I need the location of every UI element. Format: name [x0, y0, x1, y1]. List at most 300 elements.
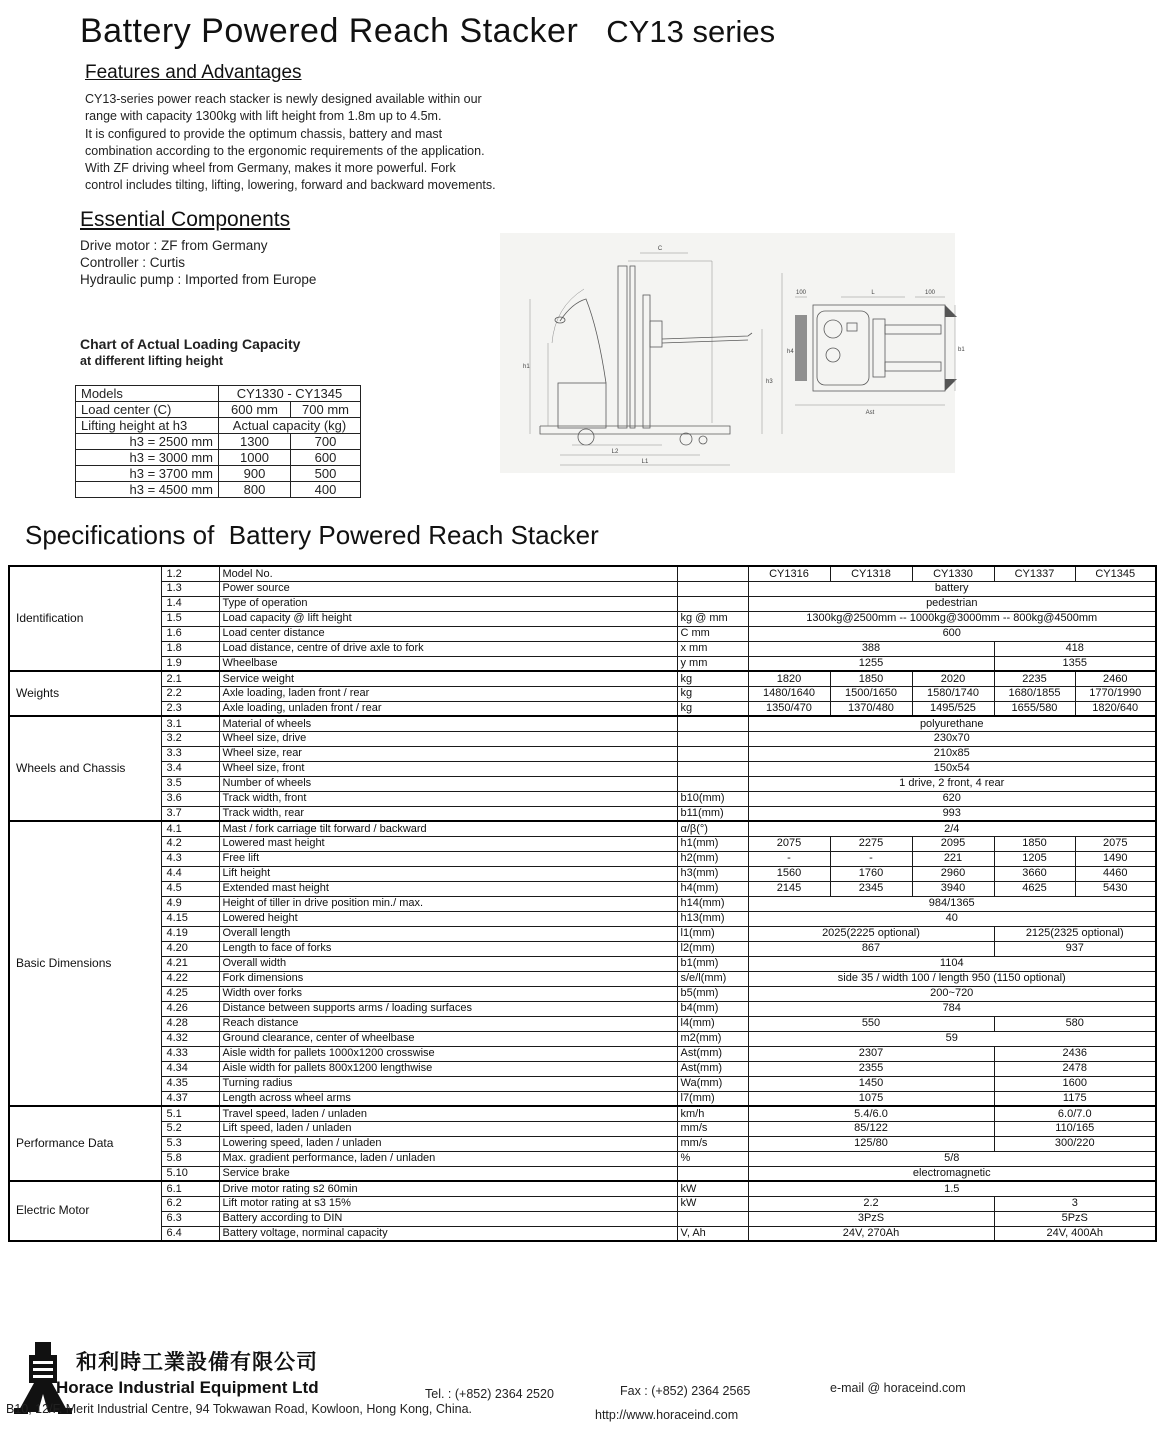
spec-row	[9, 836, 1156, 851]
spec-row-number: 2.1	[161, 671, 219, 686]
spec-value-cell: 24V, 400Ah	[994, 1226, 1156, 1241]
spec-value-cell: 1370/480	[830, 701, 912, 716]
spec-row	[9, 806, 1156, 821]
spec-row	[9, 896, 1156, 911]
spec-row	[9, 581, 1156, 596]
spec-row-label: Aisle width for pallets 1000x1200 crosswise	[219, 1046, 677, 1061]
spec-value-cell: 1450	[748, 1076, 994, 1091]
features-heading: Features and Advantages	[85, 62, 302, 83]
spec-row-label: Turning radius	[219, 1076, 677, 1091]
spec-value-cell: 1600	[994, 1076, 1156, 1091]
spec-value-cell: 784	[748, 1001, 1156, 1016]
dim-label-100-right: 100	[924, 290, 936, 296]
spec-row-label: Lowering speed, laden / unladen	[219, 1136, 677, 1151]
spec-row-unit	[677, 566, 748, 581]
spec-value-cell: 2075	[1075, 836, 1156, 851]
spec-row	[9, 1151, 1156, 1166]
spec-value-cell: 1500/1650	[830, 686, 912, 701]
spec-row	[9, 656, 1156, 671]
spec-value-cell: 24V, 270Ah	[748, 1226, 994, 1241]
spec-value-cell: 1255	[748, 656, 994, 671]
spec-value-cell: 3	[994, 1196, 1156, 1211]
spec-row-label: Fork dimensions	[219, 971, 677, 986]
spec-row-label: Length across wheel arms	[219, 1091, 677, 1106]
h3-row-label: h3 = 2500 mm	[76, 434, 219, 450]
spec-value-cell: 1 drive, 2 front, 4 rear	[748, 776, 1156, 791]
loading-chart-heading-block	[80, 336, 300, 368]
spec-row-label: Battery voltage, norminal capacity	[219, 1226, 677, 1241]
spec-value-cell: 993	[748, 806, 1156, 821]
spec-row-number: 6.1	[161, 1181, 219, 1196]
spec-value-cell: 6.0/7.0	[994, 1106, 1156, 1121]
spec-row-unit: b1(mm)	[677, 956, 748, 971]
spec-value-cell: CY1337	[994, 566, 1075, 581]
spec-row-unit	[677, 746, 748, 761]
spec-row-unit: l2(mm)	[677, 941, 748, 956]
spec-value-cell: 85/122	[748, 1121, 994, 1136]
section-label: Electric Motor	[9, 1181, 161, 1241]
spec-row-number: 4.20	[161, 941, 219, 956]
spec-value-cell: side 35 / width 100 / length 950 (1150 optional)	[748, 971, 1156, 986]
features-section	[85, 62, 565, 195]
spec-value-cell: 59	[748, 1031, 1156, 1046]
spec-row-unit: kg	[677, 686, 748, 701]
spec-value-cell: 221	[912, 851, 994, 866]
spec-row-label: Length to face of forks	[219, 941, 677, 956]
spec-value-cell: 2355	[748, 1061, 994, 1076]
capacity-700: 700	[291, 434, 361, 450]
spec-value-cell: 5PzS	[994, 1211, 1156, 1226]
spec-value-cell: 210x85	[748, 746, 1156, 761]
spec-value-cell: 2095	[912, 836, 994, 851]
spec-row-label: Service weight	[219, 671, 677, 686]
email: e-mail @ horaceind.com	[830, 1381, 966, 1395]
spec-row	[9, 926, 1156, 941]
dim-label-l2: L2	[611, 449, 619, 455]
technical-drawing	[500, 233, 965, 473]
spec-value-cell: 1104	[748, 956, 1156, 971]
spec-row	[9, 1181, 1156, 1196]
h3-row-label: h3 = 4500 mm	[76, 482, 219, 498]
spec-value-cell: 2307	[748, 1046, 994, 1061]
spec-row-unit	[677, 1211, 748, 1226]
spec-row-label: Free lift	[219, 851, 677, 866]
spec-row	[9, 611, 1156, 626]
spec-row-unit: kg @ mm	[677, 611, 748, 626]
spec-row-label: Drive motor rating s2 60min	[219, 1181, 677, 1196]
spec-row-number: 5.1	[161, 1106, 219, 1121]
spec-table-body	[9, 566, 1156, 1241]
spec-row-number: 6.4	[161, 1226, 219, 1241]
dim-label-b1: b1	[958, 347, 965, 353]
spec-value-cell: -	[748, 851, 830, 866]
spec-row-label: Wheel size, rear	[219, 746, 677, 761]
spec-row-unit: mm/s	[677, 1136, 748, 1151]
spec-row-unit	[677, 716, 748, 731]
spec-row-label: Wheelbase	[219, 656, 677, 671]
spec-value-cell: 580	[994, 1016, 1156, 1031]
spec-value-cell: CY1330	[912, 566, 994, 581]
spec-value-cell: 2345	[830, 881, 912, 896]
spec-value-cell: 867	[748, 941, 994, 956]
company-name-english: Horace Industrial Equipment Ltd	[56, 1378, 319, 1397]
spec-row-label: Load center distance	[219, 626, 677, 641]
spec-row-label: Battery according to DIN	[219, 1211, 677, 1226]
components-heading: Essential Components	[80, 208, 291, 231]
spec-row-number: 4.35	[161, 1076, 219, 1091]
spec-row-number: 3.6	[161, 791, 219, 806]
spec-row-unit: α/β(°)	[677, 821, 748, 836]
spec-row-number: 1.8	[161, 641, 219, 656]
spec-value-cell: 1495/525	[912, 701, 994, 716]
spec-row-number: 1.5	[161, 611, 219, 626]
spec-row-unit: h4(mm)	[677, 881, 748, 896]
spec-value-cell: 600	[748, 626, 1156, 641]
spec-value-cell: electromagnetic	[748, 1166, 1156, 1181]
dim-label-c: C	[657, 246, 663, 252]
spec-row-unit: km/h	[677, 1106, 748, 1121]
spec-row	[9, 626, 1156, 641]
spec-value-cell: 2275	[830, 836, 912, 851]
spec-row	[9, 1136, 1156, 1151]
spec-row-label: Track width, rear	[219, 806, 677, 821]
spec-row-unit	[677, 581, 748, 596]
spec-row-unit: %	[677, 1151, 748, 1166]
spec-value-cell: 2478	[994, 1061, 1156, 1076]
features-line: With ZF driving wheel from Germany, makes it more powerful. Fork	[85, 161, 456, 176]
components-section	[80, 208, 500, 288]
dim-label-h1: h1	[523, 364, 530, 370]
dim-label-l: L	[871, 290, 875, 296]
spec-value-cell: -	[830, 851, 912, 866]
load-center-label: Load center (C)	[76, 402, 219, 418]
spec-row-label: Distance between supports arms / loading surfaces	[219, 1001, 677, 1016]
dim-label-l1: L1	[641, 459, 649, 465]
spec-value-cell: 200~720	[748, 986, 1156, 1001]
spec-row-unit: V, Ah	[677, 1226, 748, 1241]
capacity-700: 400	[291, 482, 361, 498]
spec-value-cell: 1560	[748, 866, 830, 881]
capacity-label: Actual capacity (kg)	[219, 418, 361, 434]
spec-value-cell: 937	[994, 941, 1156, 956]
spec-row-unit: x mm	[677, 641, 748, 656]
spec-row-number: 4.19	[161, 926, 219, 941]
spec-row	[9, 641, 1156, 656]
spec-value-cell: 4625	[994, 881, 1075, 896]
spec-value-cell: 620	[748, 791, 1156, 806]
spec-row-unit: l4(mm)	[677, 1016, 748, 1031]
spec-value-cell: 110/165	[994, 1121, 1156, 1136]
models-label: Models	[76, 386, 219, 402]
dim-label-ast: Ast	[865, 410, 875, 416]
stacker-dimension-diagram-image	[500, 233, 965, 473]
spec-row	[9, 1031, 1156, 1046]
features-line: combination according to the ergonomic requirements of the application.	[85, 143, 485, 158]
spec-value-cell: 300/220	[994, 1136, 1156, 1151]
h3-row-label: h3 = 3000 mm	[76, 450, 219, 466]
spec-value-cell: 2145	[748, 881, 830, 896]
spec-row-label: Model No.	[219, 566, 677, 581]
spec-value-cell: 3PzS	[748, 1211, 994, 1226]
spec-row	[9, 1121, 1156, 1136]
spec-row-label: Width over forks	[219, 986, 677, 1001]
footer	[0, 1340, 1157, 1432]
spec-value-cell: 40	[748, 911, 1156, 926]
spec-value-cell: pedestrian	[748, 596, 1156, 611]
spec-row-unit	[677, 776, 748, 791]
spec-value-cell: 1490	[1075, 851, 1156, 866]
series-title: CY13 series	[606, 14, 776, 49]
spec-value-cell: 1760	[830, 866, 912, 881]
spec-row-number: 4.34	[161, 1061, 219, 1076]
spec-row-unit	[677, 596, 748, 611]
spec-row	[9, 851, 1156, 866]
spec-row	[9, 1016, 1156, 1031]
spec-row-unit: b5(mm)	[677, 986, 748, 1001]
capacity-600: 900	[219, 466, 291, 482]
spec-row-label: Lowered mast height	[219, 836, 677, 851]
spec-row-number: 4.5	[161, 881, 219, 896]
spec-row	[9, 866, 1156, 881]
spec-value-cell: 388	[748, 641, 994, 656]
spec-value-cell: 2125(2325 optional)	[994, 926, 1156, 941]
spec-row	[9, 1226, 1156, 1241]
spec-row-unit: m2(mm)	[677, 1031, 748, 1046]
spec-value-cell: 2235	[994, 671, 1075, 686]
spec-value-cell: 150x54	[748, 761, 1156, 776]
spec-row-label: Number of wheels	[219, 776, 677, 791]
spec-row-number: 4.22	[161, 971, 219, 986]
spec-row-unit: kg	[677, 701, 748, 716]
spec-row-number: 4.28	[161, 1016, 219, 1031]
spec-row	[9, 761, 1156, 776]
spec-row-label: Lift motor rating at s3 15%	[219, 1196, 677, 1211]
spec-value-cell: 1300kg@2500mm -- 1000kg@3000mm -- 800kg@4500mm	[748, 611, 1156, 626]
spec-value-cell: polyurethane	[748, 716, 1156, 731]
spec-row	[9, 701, 1156, 716]
spec-row-label: Wheel size, front	[219, 761, 677, 776]
spec-row-unit: b4(mm)	[677, 1001, 748, 1016]
spec-row-unit	[677, 1166, 748, 1181]
spec-row-unit: h13(mm)	[677, 911, 748, 926]
page-title: Battery Powered Reach Stacker	[80, 12, 579, 50]
spec-row-label: Lowered height	[219, 911, 677, 926]
spec-row	[9, 596, 1156, 611]
spec-row-unit: l7(mm)	[677, 1091, 748, 1106]
component-line: Hydraulic pump : Imported from Europe	[80, 272, 317, 287]
spec-row-unit: mm/s	[677, 1121, 748, 1136]
spec-value-cell: 1580/1740	[912, 686, 994, 701]
models-value: CY1330 - CY1345	[219, 386, 361, 402]
spec-value-cell: 2460	[1075, 671, 1156, 686]
spec-row	[9, 1106, 1156, 1121]
spec-value-cell: 4460	[1075, 866, 1156, 881]
spec-value-cell: battery	[748, 581, 1156, 596]
spec-value-cell: 1770/1990	[1075, 686, 1156, 701]
page-header	[80, 12, 775, 51]
spec-row-number: 3.5	[161, 776, 219, 791]
spec-row	[9, 956, 1156, 971]
spec-row	[9, 881, 1156, 896]
fax: Fax : (+852) 2364 2565	[620, 1384, 751, 1398]
spec-row-label: Aisle width for pallets 800x1200 lengthwise	[219, 1061, 677, 1076]
section-label: Wheels and Chassis	[9, 716, 161, 821]
spec-row-unit: h2(mm)	[677, 851, 748, 866]
spec-row-unit: h1(mm)	[677, 836, 748, 851]
spec-row-number: 1.9	[161, 656, 219, 671]
spec-row-label: Service brake	[219, 1166, 677, 1181]
spec-value-cell: 1820	[748, 671, 830, 686]
capacity-600: 1000	[219, 450, 291, 466]
capacity-700: 500	[291, 466, 361, 482]
spec-row-number: 4.32	[161, 1031, 219, 1046]
spec-row-label: Extended mast height	[219, 881, 677, 896]
spec-value-cell: CY1318	[830, 566, 912, 581]
spec-row-number: 2.3	[161, 701, 219, 716]
spec-row-label: Height of tiller in drive position min./ max.	[219, 896, 677, 911]
spec-row	[9, 971, 1156, 986]
spec-value-cell: 1820/640	[1075, 701, 1156, 716]
spec-value-cell: 1680/1855	[994, 686, 1075, 701]
spec-row-label: Reach distance	[219, 1016, 677, 1031]
component-line: Drive motor : ZF from Germany	[80, 238, 268, 253]
load-center-700: 700 mm	[291, 402, 361, 418]
loading-chart-subheading: at different lifting height	[80, 354, 224, 368]
spec-row-number: 4.3	[161, 851, 219, 866]
loading-chart-heading: Chart of Actual Loading Capacity	[80, 336, 301, 352]
spec-row-label: Ground clearance, center of wheelbase	[219, 1031, 677, 1046]
spec-value-cell: 1205	[994, 851, 1075, 866]
spec-row	[9, 1001, 1156, 1016]
spec-row	[9, 821, 1156, 836]
spec-row-label: Mast / fork carriage tilt forward / backward	[219, 821, 677, 836]
spec-value-cell: 2/4	[748, 821, 1156, 836]
spec-row-unit: h3(mm)	[677, 866, 748, 881]
spec-row-unit: b11(mm)	[677, 806, 748, 821]
spec-row-label: Load capacity @ lift height	[219, 611, 677, 626]
spec-row-label: Lift height	[219, 866, 677, 881]
features-line: range with capacity 1300kg with lift height from 1.8m up to 4.5m.	[85, 109, 442, 124]
spec-value-cell: 2075	[748, 836, 830, 851]
lift-height-label: Lifting height at h3	[76, 418, 219, 434]
dim-label-h3: h3	[766, 379, 773, 385]
spec-row-number: 5.10	[161, 1166, 219, 1181]
section-label: Identification	[9, 566, 161, 671]
spec-value-cell: 230x70	[748, 731, 1156, 746]
spec-value-cell: 1.5	[748, 1181, 1156, 1196]
spec-row-number: 1.3	[161, 581, 219, 596]
component-line: Controller : Curtis	[80, 255, 186, 270]
spec-row-label: Load distance, centre of drive axle to fork	[219, 641, 677, 656]
section-label: Performance Data	[9, 1106, 161, 1181]
spec-row-unit	[677, 731, 748, 746]
spec-row-label: Overall width	[219, 956, 677, 971]
spec-heading: Specifications of Battery Powered Reach Stacker	[25, 520, 599, 550]
spec-row-label: Track width, front	[219, 791, 677, 806]
spec-row	[9, 986, 1156, 1001]
company-name-chinese: 和利時工業設備有限公司	[76, 1351, 318, 1374]
spec-value-cell: 2436	[994, 1046, 1156, 1061]
features-line: control includes tilting, lifting, lowering, forward and backward movements.	[85, 178, 496, 193]
spec-row	[9, 791, 1156, 806]
features-line: It is configured to provide the optimum chassis, battery and mast	[85, 126, 443, 141]
spec-row-number: 6.3	[161, 1211, 219, 1226]
spec-row-label: Travel speed, laden / unladen	[219, 1106, 677, 1121]
spec-row	[9, 686, 1156, 701]
spec-row-unit: l1(mm)	[677, 926, 748, 941]
h3-row-label: h3 = 3700 mm	[76, 466, 219, 482]
spec-row-number: 2.2	[161, 686, 219, 701]
spec-row-unit: kW	[677, 1196, 748, 1211]
spec-row	[9, 746, 1156, 761]
dim-label-h4: h4	[787, 349, 794, 355]
spec-row	[9, 911, 1156, 926]
spec-row-number: 4.15	[161, 911, 219, 926]
spec-row-number: 1.6	[161, 626, 219, 641]
spec-row	[9, 1211, 1156, 1226]
spec-value-cell: 1075	[748, 1091, 994, 1106]
spec-row-unit: Ast(mm)	[677, 1061, 748, 1076]
spec-row	[9, 671, 1156, 686]
spec-row-number: 4.21	[161, 956, 219, 971]
spec-row-number: 3.2	[161, 731, 219, 746]
spec-row-number: 6.2	[161, 1196, 219, 1211]
spec-row-label: Lift speed, laden / unladen	[219, 1121, 677, 1136]
spec-row-number: 5.8	[161, 1151, 219, 1166]
spec-row-number: 4.26	[161, 1001, 219, 1016]
spec-row	[9, 1046, 1156, 1061]
section-label: Weights	[9, 671, 161, 716]
spec-row	[9, 1196, 1156, 1211]
spec-row-unit: Wa(mm)	[677, 1076, 748, 1091]
spec-value-cell: 2960	[912, 866, 994, 881]
spec-row	[9, 776, 1156, 791]
spec-value-cell: 1175	[994, 1091, 1156, 1106]
spec-row-unit: Ast(mm)	[677, 1046, 748, 1061]
spec-row-number: 3.3	[161, 746, 219, 761]
spec-row-number: 5.3	[161, 1136, 219, 1151]
spec-row	[9, 1076, 1156, 1091]
loading-capacity-table	[75, 385, 361, 498]
spec-row	[9, 731, 1156, 746]
spec-value-cell: 1355	[994, 656, 1156, 671]
load-center-600: 600 mm	[219, 402, 291, 418]
dim-label-100-left: 100	[795, 290, 807, 296]
spec-value-cell: 2.2	[748, 1196, 994, 1211]
capacity-600: 800	[219, 482, 291, 498]
spec-row-unit: s/e/l(mm)	[677, 971, 748, 986]
spec-row-unit: b10(mm)	[677, 791, 748, 806]
spec-value-cell: 1850	[830, 671, 912, 686]
capacity-700: 600	[291, 450, 361, 466]
spec-value-cell: 3940	[912, 881, 994, 896]
spec-row-number: 4.37	[161, 1091, 219, 1106]
spec-row-label: Wheel size, drive	[219, 731, 677, 746]
spec-table	[8, 565, 1157, 1242]
spec-row-number: 1.2	[161, 566, 219, 581]
spec-value-cell: 1480/1640	[748, 686, 830, 701]
spec-row-unit: kW	[677, 1181, 748, 1196]
address: B10, 12/F. Merit Industrial Centre, 94 Tokwawan Road, Kowloon, Hong Kong, China.	[6, 1402, 473, 1416]
spec-value-cell: CY1345	[1075, 566, 1156, 581]
spec-value-cell: 3660	[994, 866, 1075, 881]
spec-value-cell: 125/80	[748, 1136, 994, 1151]
spec-row-unit: h14(mm)	[677, 896, 748, 911]
spec-row	[9, 1091, 1156, 1106]
spec-value-cell: 1850	[994, 836, 1075, 851]
spec-row-number: 4.33	[161, 1046, 219, 1061]
spec-row-label: Max. gradient performance, laden / unladen	[219, 1151, 677, 1166]
